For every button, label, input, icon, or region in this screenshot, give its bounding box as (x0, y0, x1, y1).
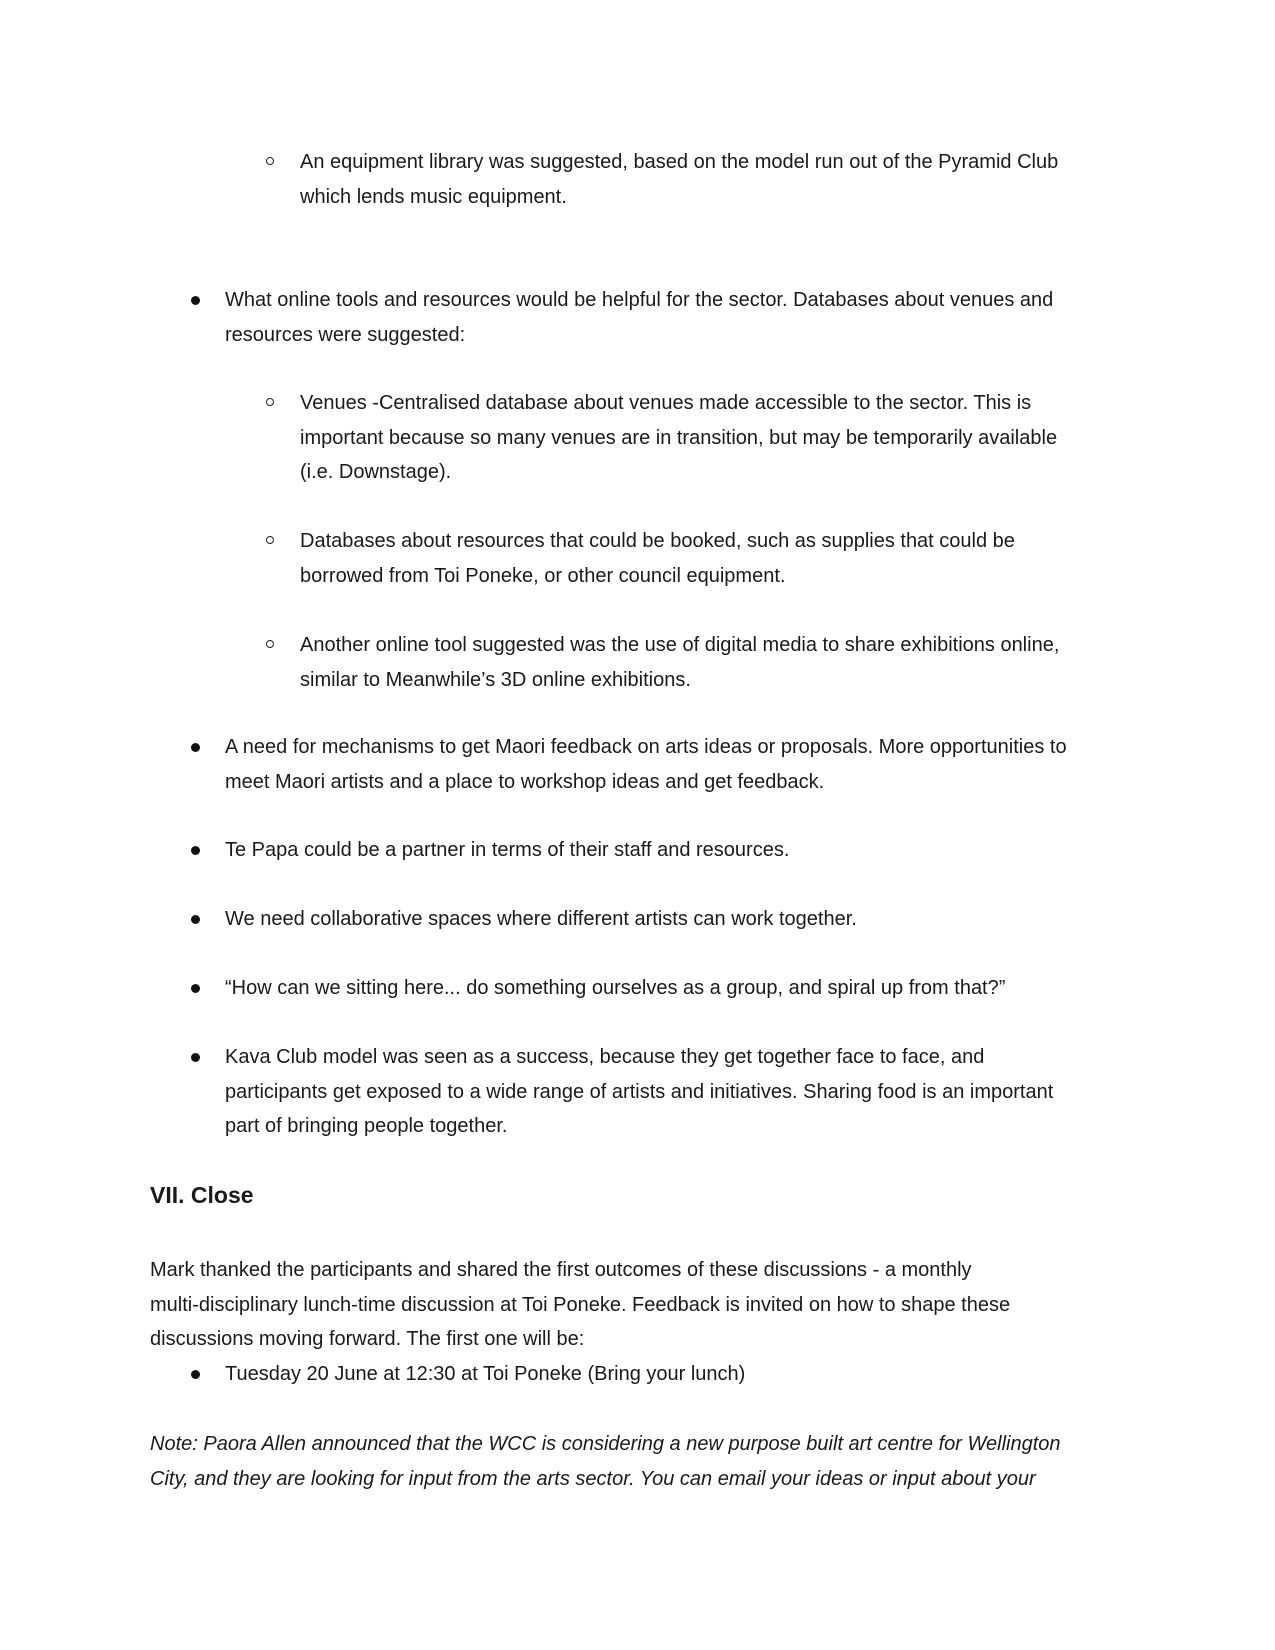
text-line: City, and they are looking for input from the arts sector. You can email your ideas or input about your (150, 1467, 1036, 1490)
closing-paragraph (150, 1253, 1010, 1357)
italic-note (150, 1427, 1061, 1496)
text-line: discussions moving forward. The first one will be: (150, 1328, 585, 1350)
list-item-text (225, 833, 789, 868)
text-line: Tuesday 20 June at 12:30 at Toi Poneke (Bring your lunch) (225, 1363, 746, 1385)
text-line: participants get exposed to a wide range of artists and initiatives. Sharing food is an important (225, 1080, 1054, 1103)
text-line: Another online tool suggested was the use of digital media to share exhibitions online, (300, 634, 1060, 656)
bullet-icon (191, 296, 200, 305)
list-item-text (225, 283, 1053, 352)
list-item-text (300, 524, 1015, 593)
bullet-icon (191, 1053, 200, 1062)
text-line: Note: Paora Allen announced that the WCC is considering a new purpose built art centre for Wellington (150, 1433, 1061, 1455)
text-line: (i.e. Downstage). (300, 461, 452, 483)
text-line: resources were suggested: (225, 323, 466, 346)
text-line: similar to Meanwhile’s 3D online exhibitions. (300, 668, 691, 691)
text-line: Venues -Centralised database about venues made accessible to the sector. This is (300, 392, 1032, 414)
list-item-text (225, 902, 857, 937)
list-item-text (225, 971, 1005, 1006)
hollow-bullet-icon (266, 640, 274, 648)
text-line: part of bringing people together. (225, 1115, 508, 1137)
bullet-icon (191, 743, 200, 752)
list-item-text (225, 730, 1067, 799)
text-line: An equipment library was suggested, based on the model run out of the Pyramid Club (300, 151, 1059, 173)
text-line: Mark thanked the participants and shared the first outcomes of these discussions - a monthly (150, 1259, 972, 1281)
bullet-icon (191, 984, 200, 993)
text-line: important because so many venues are in transition, but may be temporarily available (300, 426, 1058, 449)
text-line: Te Papa could be a partner in terms of their staff and resources. (225, 839, 790, 861)
bullet-icon (191, 1370, 200, 1379)
text-line: We need collaborative spaces where different artists can work together. (225, 908, 857, 930)
list-item-text (300, 628, 1059, 697)
list-item-text (225, 1040, 1053, 1144)
text-line: multi-disciplinary lunch-time discussion at Toi Poneke. Feedback is invited on how to shape these (150, 1293, 1011, 1316)
text-line: Kava Club model was seen as a success, because they get together face to face, and (225, 1046, 985, 1068)
text-line: Databases about resources that could be booked, such as supplies that could be (300, 530, 1015, 552)
text-line: “How can we sitting here... do something ourselves as a group, and spiral up from that?” (225, 977, 1006, 999)
bullet-icon (191, 915, 200, 924)
section-heading: VII. Close (150, 1182, 254, 1208)
bullet-icon (191, 846, 200, 855)
text-line: A need for mechanisms to get Maori feedback on arts ideas or proposals. More opportunities to (225, 736, 1067, 758)
list-item-text (300, 386, 1057, 490)
list-item-text (300, 145, 1058, 214)
hollow-bullet-icon (266, 157, 274, 165)
text-line: meet Maori artists and a place to workshop ideas and get feedback. (225, 770, 825, 793)
text-line: What online tools and resources would be helpful for the sector. Databases about venues and (225, 289, 1054, 311)
list-item-text (225, 1357, 745, 1392)
text-line: which lends music equipment. (300, 185, 567, 208)
hollow-bullet-icon (266, 398, 274, 406)
hollow-bullet-icon (266, 536, 274, 544)
text-line: borrowed from Toi Poneke, or other council equipment. (300, 564, 786, 587)
